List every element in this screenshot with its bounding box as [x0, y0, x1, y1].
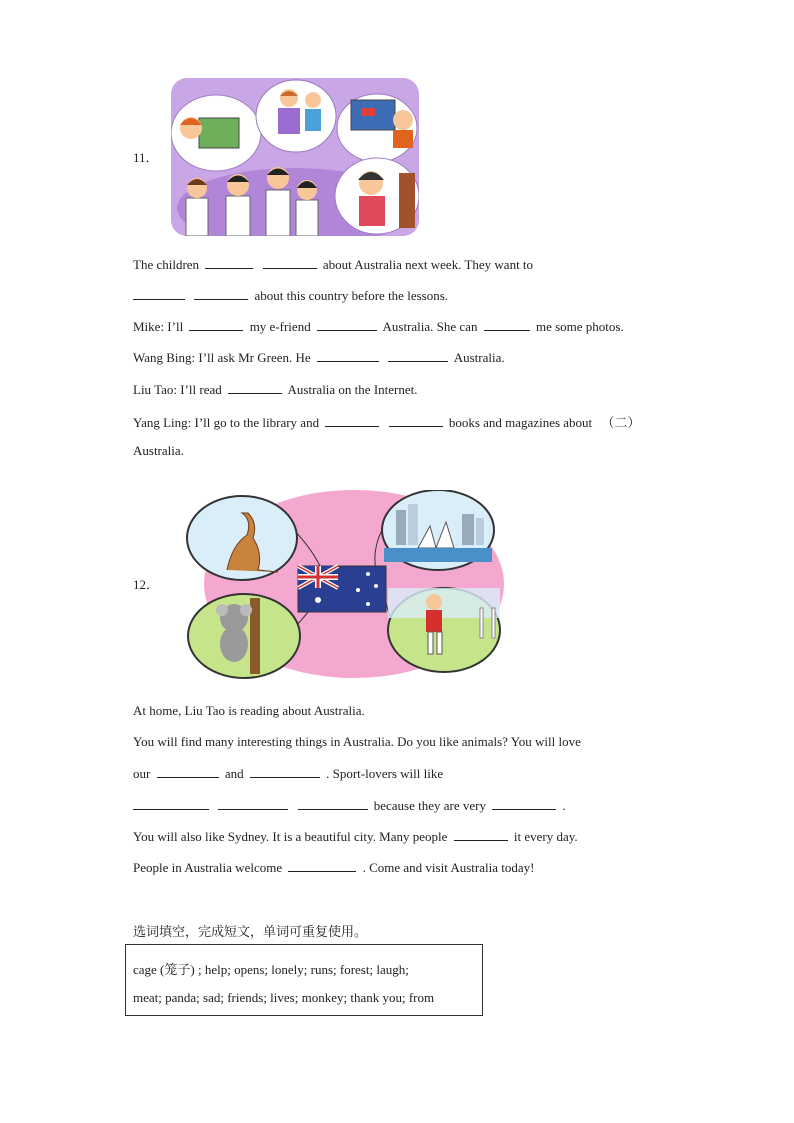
q11-line-1-text-a: The children [133, 257, 200, 272]
answer-blank[interactable] [454, 828, 508, 841]
q11-line-4 [133, 349, 505, 366]
q12-line-6 [133, 859, 534, 876]
q11-line-4-text-a: Wang Bing: I’ll ask Mr Green. He [133, 350, 311, 365]
answer-blank[interactable] [317, 349, 379, 362]
answer-blank[interactable] [484, 318, 530, 331]
answer-blank[interactable] [298, 797, 368, 810]
answer-blank[interactable] [133, 797, 209, 810]
q11-line-2 [133, 287, 448, 304]
answer-blank[interactable] [317, 318, 377, 331]
q11-line-3-text-d: me some photos. [535, 319, 624, 334]
answer-blank[interactable] [228, 381, 282, 394]
answer-blank[interactable] [205, 256, 253, 269]
word-bank-box [125, 944, 483, 1016]
q12-line-4-text-b: because they are very [373, 798, 486, 813]
q12-line-4 [133, 797, 566, 814]
q11-line-6 [133, 412, 640, 431]
q12-line-1: At home, Liu Tao is reading about Australia. [133, 703, 365, 718]
q12-line-2: You will find many interesting things in Australia. Do you like animals? You will love [133, 734, 581, 749]
answer-blank[interactable] [218, 797, 288, 810]
q12-line-5-text-a: You will also like Sydney. It is a beautiful city. Many people [133, 829, 448, 844]
word-bank-line-2: meat; panda; sad; friends; lives; monkey; thank you; from [133, 990, 435, 1005]
q12-line-3-text-a: our [133, 766, 151, 781]
question-12-number: 12． [133, 577, 160, 592]
children-classroom-illustration [171, 78, 419, 236]
answer-blank[interactable] [133, 287, 185, 300]
answer-blank[interactable] [250, 765, 320, 778]
q11-line-3-text-b: my e-friend [249, 319, 311, 334]
q11-line-6-text-a: Yang Ling: I’ll go to the library and [133, 415, 320, 430]
q11-line-3 [133, 318, 624, 335]
q11-line-1 [133, 256, 533, 273]
q12-line-3-text-b: and [224, 766, 244, 781]
q11-line-1-text-b: about Australia next week. They want to [322, 257, 534, 272]
question-11-number: 11． [133, 150, 159, 165]
answer-blank[interactable] [288, 859, 356, 872]
q11-line-2-text: about this country before the lessons. [254, 288, 449, 303]
q11-line-4-text-b: Australia. [453, 350, 505, 365]
q12-line-3-text-c: . Sport-lovers will like [326, 766, 444, 781]
q11-line-5-text-a: Liu Tao: I’ll read [133, 382, 222, 397]
q11-line-7: Australia. [133, 443, 184, 458]
q12-line-5-text-b: it every day. [513, 829, 578, 844]
q12-line-5 [133, 828, 578, 845]
word-bank-line-1: cage (笼子) ; help; opens; lonely; runs; forest; laugh; [133, 962, 409, 977]
answer-blank[interactable] [157, 765, 219, 778]
q12-line-4-text-c: . [562, 798, 566, 813]
q12-line-6-text-a: People in Australia welcome [133, 860, 283, 875]
q11-line-6-text-c: （二） [601, 416, 641, 431]
q11-line-6-text-b: books and magazines about [448, 415, 593, 430]
answer-blank[interactable] [194, 287, 248, 300]
q11-line-5-text-b: Australia on the Internet. [287, 382, 418, 397]
q11-line-5 [133, 381, 418, 398]
q11-line-3-text-a: Mike: I’ll [133, 319, 184, 334]
answer-blank[interactable] [388, 349, 448, 362]
answer-blank[interactable] [263, 256, 317, 269]
answer-blank[interactable] [389, 414, 443, 427]
section-instruction: 选词填空，完成短文，单词可重复使用。 [133, 925, 368, 940]
australia-illustration [182, 490, 504, 682]
answer-blank[interactable] [492, 797, 556, 810]
answer-blank[interactable] [189, 318, 243, 331]
q12-line-3 [133, 765, 443, 782]
q11-line-3-text-c: Australia. She can [382, 319, 478, 334]
answer-blank[interactable] [325, 414, 379, 427]
q12-line-6-text-b: . Come and visit Australia today! [362, 860, 535, 875]
